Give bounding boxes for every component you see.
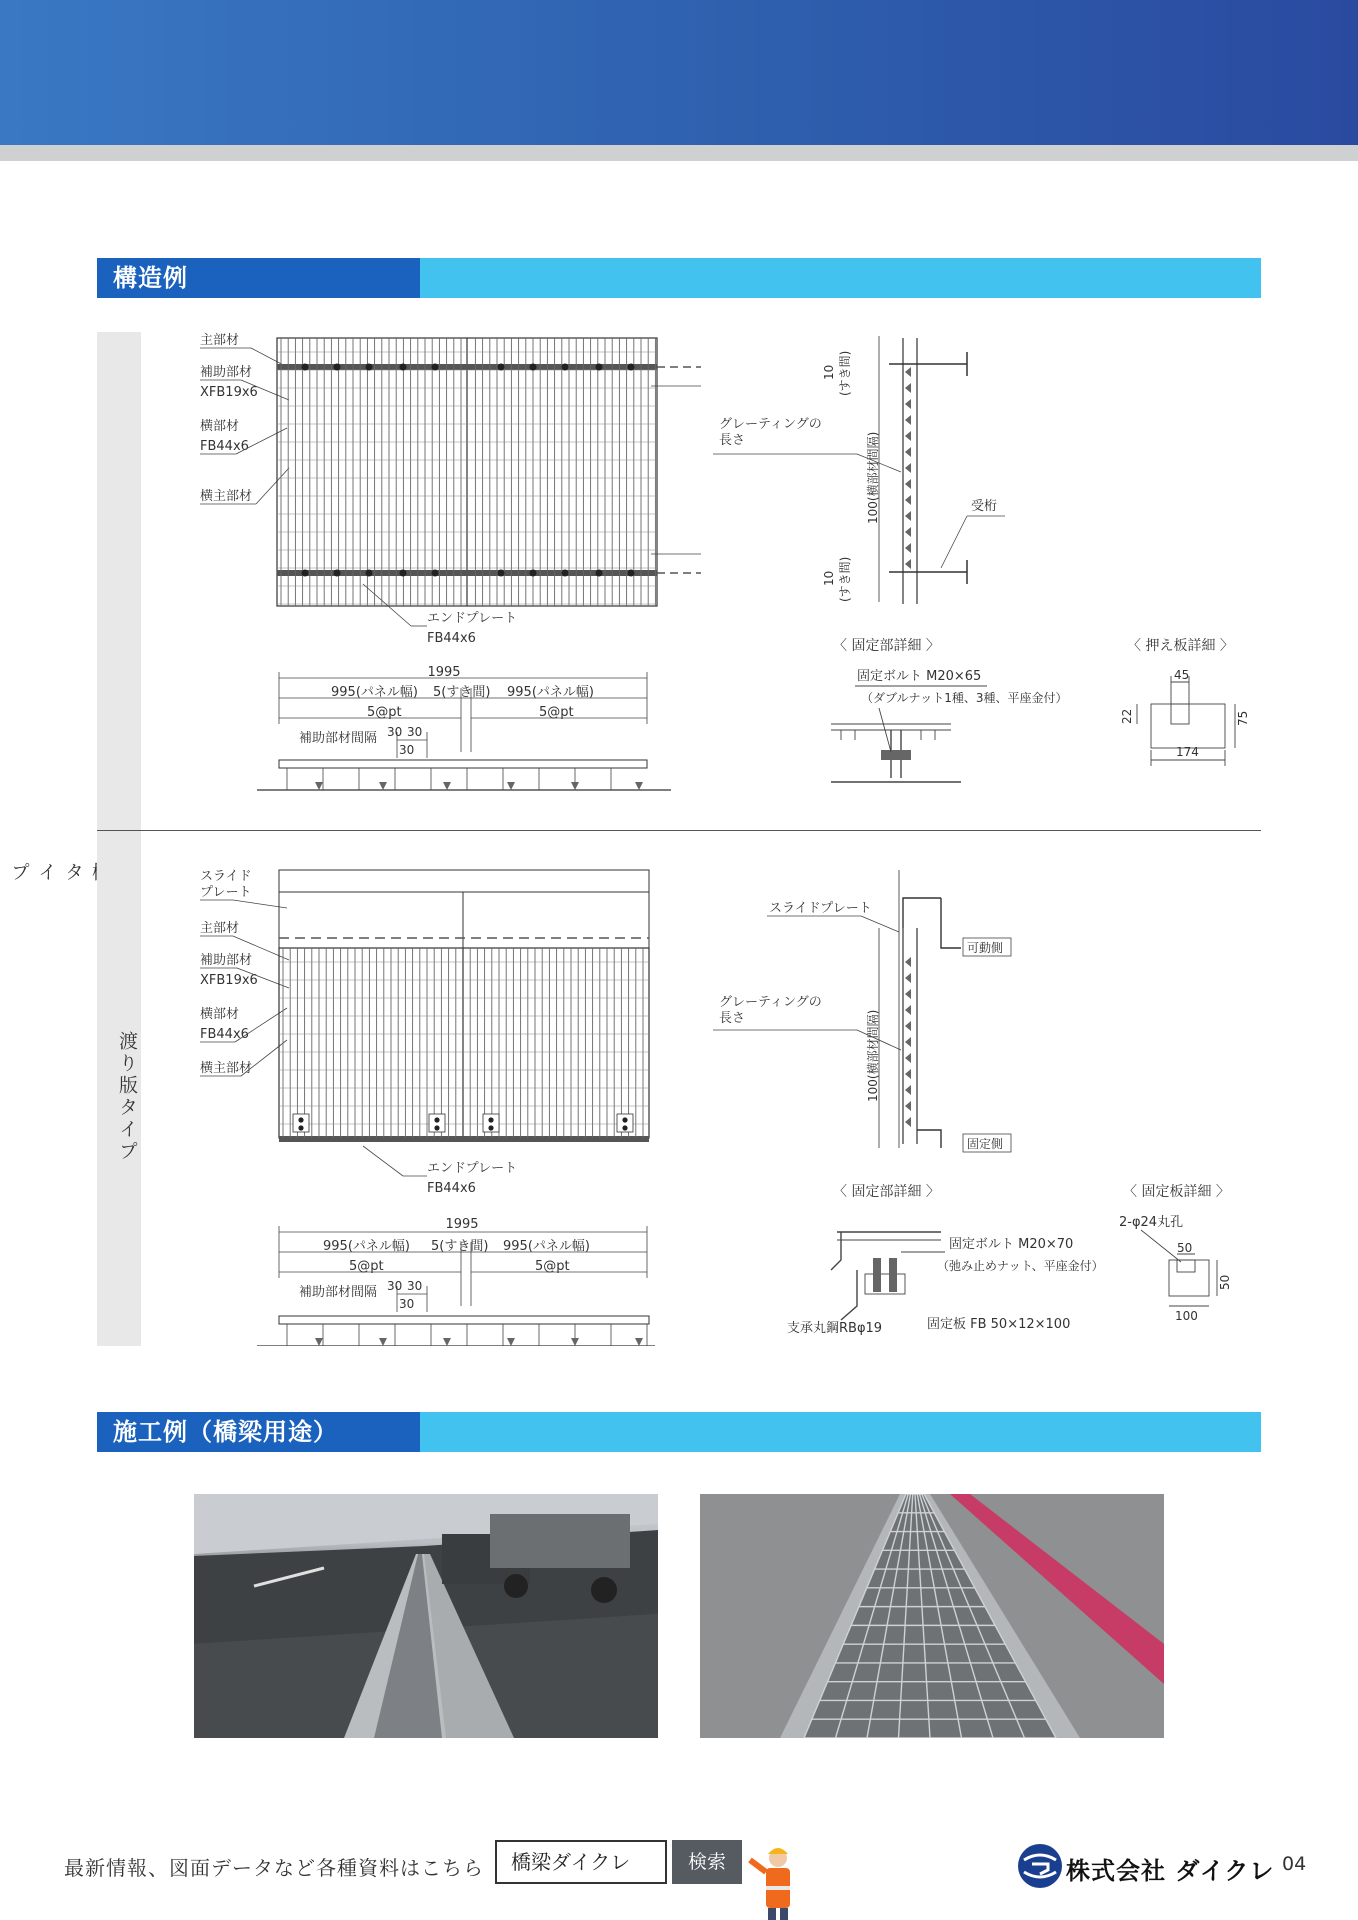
dim-aux-interval: 補助部材間隔 bbox=[299, 1285, 378, 1300]
label-grating-length: グレーティングの bbox=[719, 417, 822, 432]
girder-section-view bbox=[879, 336, 967, 604]
press-length: 174 bbox=[1176, 745, 1199, 759]
fix-plate-height: 50 bbox=[1218, 1274, 1232, 1290]
dim-gap: 5(すき間) bbox=[433, 685, 491, 700]
dim-pitch-left: 5@pt bbox=[367, 705, 402, 720]
bridge-photo-1 bbox=[194, 1494, 658, 1738]
cross-interval-dim: 100(横部材間隔) bbox=[866, 431, 880, 524]
label-slide-plate: スライドプレート bbox=[769, 901, 872, 916]
label-grating-length-2: 長さ bbox=[719, 433, 746, 448]
type-label: タイプ bbox=[8, 862, 84, 884]
dim-panel-left: 995(パネル幅) bbox=[323, 1239, 410, 1254]
hole-spec: 2-φ24丸孔 bbox=[1119, 1215, 1184, 1230]
grating-plan bbox=[279, 948, 649, 1142]
section-title: 施工例（橋梁用途） bbox=[97, 1412, 420, 1452]
bridge-section-view bbox=[879, 870, 961, 1148]
dim-30c: 30 bbox=[399, 743, 415, 757]
label-slide-2: プレート bbox=[200, 885, 252, 900]
dim-30b: 30 bbox=[407, 1279, 423, 1293]
footer-info-text: 最新情報、図面データなど各種資料はこちら bbox=[64, 1856, 484, 1880]
dim-30a: 30 bbox=[387, 1279, 403, 1293]
search-input[interactable]: 橋梁ダイクレ bbox=[495, 1840, 667, 1884]
label-cross-main: 横主部材 bbox=[200, 1061, 253, 1076]
bolt-note: （弛み止めナット、平座金付） bbox=[937, 1259, 1104, 1273]
type-label: 渡り版タイプ bbox=[116, 1031, 138, 1163]
company-name: 株式会社 ダイクレ bbox=[1066, 1857, 1275, 1885]
bridge-photo-2 bbox=[700, 1494, 1164, 1738]
label-end-plate: エンドプレート bbox=[427, 1161, 518, 1176]
fix-plate-width: 50 bbox=[1177, 1241, 1193, 1255]
dim-30a: 30 bbox=[387, 725, 403, 739]
label-cross-main: 横主部材 bbox=[200, 489, 253, 504]
gap-text-top: (すき間) bbox=[838, 350, 852, 396]
press-plate-title: 〈 押え板詳細 〉 bbox=[1127, 638, 1234, 654]
label-grating-length: グレーティングの bbox=[719, 995, 822, 1010]
dim-gap: 5(すき間) bbox=[431, 1239, 489, 1254]
dim-total: 1995 bbox=[427, 665, 461, 680]
press-width: 45 bbox=[1174, 668, 1190, 682]
dim-30c: 30 bbox=[399, 1297, 415, 1311]
type-divider bbox=[97, 830, 1261, 831]
fix-detail-drawing bbox=[831, 1232, 945, 1320]
press-h2: 75 bbox=[1236, 710, 1250, 726]
type-tab-girder bbox=[8, 332, 141, 884]
grating-elevation bbox=[257, 760, 671, 790]
dim-panel-left: 995(パネル幅) bbox=[331, 685, 418, 700]
label-cross-size: FB44x6 bbox=[200, 1027, 249, 1042]
fix-detail-title: 〈 固定部詳細 〉 bbox=[833, 1184, 940, 1200]
label-aux-member: 補助部材 bbox=[200, 953, 253, 968]
type-tab-bridge-plate bbox=[8, 831, 141, 1346]
fix-plate-spec: 固定板 FB 50×12×100 bbox=[927, 1317, 1071, 1332]
section-header-structure bbox=[97, 258, 1261, 298]
label-end-plate-size: FB44x6 bbox=[427, 631, 476, 646]
bridge-plate-drawing bbox=[141, 858, 1261, 1346]
press-h1: 22 bbox=[1120, 708, 1134, 724]
label-receiving-girder: 受桁 bbox=[971, 499, 998, 514]
dim-30b: 30 bbox=[407, 725, 423, 739]
cross-interval-dim: 100(横部材間隔) bbox=[866, 1009, 880, 1102]
grating-elevation bbox=[257, 1316, 655, 1346]
section-title: 構造例 bbox=[97, 258, 420, 298]
label-cross-member: 横部材 bbox=[200, 1007, 240, 1022]
dim-pitch-right: 5@pt bbox=[539, 705, 574, 720]
bolt-spec: 固定ボルト M20×65 bbox=[857, 669, 982, 684]
fix-plate-length: 100 bbox=[1175, 1309, 1198, 1323]
label-aux-member: 補助部材 bbox=[200, 365, 253, 380]
dim-panel-right: 995(パネル幅) bbox=[503, 1239, 590, 1254]
dim-aux-interval: 補助部材間隔 bbox=[299, 731, 378, 746]
label-end-plate-size: FB44x6 bbox=[427, 1181, 476, 1196]
slide-plate-plan bbox=[279, 870, 649, 948]
label-fixed-side: 固定側 bbox=[967, 1137, 1004, 1151]
support-bar: 支承丸鋼RBφ19 bbox=[787, 1321, 883, 1336]
grating-plan bbox=[277, 338, 657, 606]
label-movable-side: 可動側 bbox=[967, 941, 1004, 955]
label-end-plate: エンドプレート bbox=[427, 611, 518, 626]
dim-panel-right: 995(パネル幅) bbox=[507, 685, 594, 700]
label-slide-1: スライド bbox=[200, 869, 252, 884]
fix-detail-title: 〈 固定部詳細 〉 bbox=[833, 638, 940, 654]
dim-pitch-left: 5@pt bbox=[349, 1259, 384, 1274]
girder-type-drawing bbox=[141, 332, 1261, 830]
label-cross-size: FB44x6 bbox=[200, 439, 249, 454]
bolt-spec: 固定ボルト M20×70 bbox=[949, 1237, 1074, 1252]
bolt-note: （ダブルナット1種、3種、平座金付） bbox=[861, 691, 1068, 705]
section-header-construction bbox=[97, 1412, 1261, 1452]
fix-plate-title: 〈 固定板詳細 〉 bbox=[1123, 1184, 1230, 1200]
label-aux-size: XFB19x6 bbox=[200, 973, 258, 988]
gap-dim-bottom: 10 bbox=[822, 570, 836, 586]
label-grating-length-2: 長さ bbox=[719, 1011, 746, 1026]
dim-total: 1995 bbox=[445, 1217, 479, 1232]
gap-text-bottom: (すき間) bbox=[838, 556, 852, 602]
label-main-member: 主部材 bbox=[200, 333, 240, 348]
dim-pitch-right: 5@pt bbox=[535, 1259, 570, 1274]
gap-dim-top: 10 bbox=[822, 364, 836, 380]
worker-illustration bbox=[748, 1842, 808, 1920]
header-rule bbox=[0, 145, 1358, 161]
header-band bbox=[0, 0, 1358, 145]
label-aux-size: XFB19x6 bbox=[200, 385, 258, 400]
label-cross-member: 横部材 bbox=[200, 419, 240, 434]
search-button[interactable]: 検索 bbox=[672, 1840, 742, 1884]
page-number: 04 bbox=[1282, 1853, 1307, 1875]
label-main-member: 主部材 bbox=[200, 921, 240, 936]
